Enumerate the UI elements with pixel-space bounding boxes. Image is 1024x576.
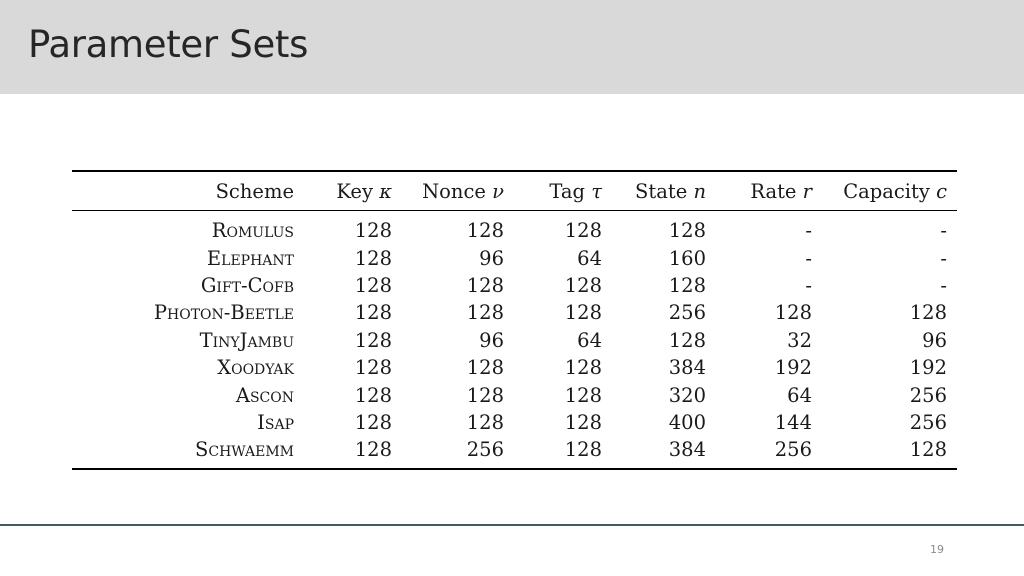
cell-capacity-value: 256 [909,383,947,407]
header-key-label: Key [336,179,380,203]
cell-key-value: 128 [354,246,392,270]
cell-tag-value: 128 [564,301,602,325]
header-rate-symbol: r [802,179,812,203]
cell-nonce-value: 256 [466,438,504,462]
cell-key [294,409,392,436]
cell-rate-value: 144 [774,410,812,434]
cell-key-value: 128 [354,219,392,243]
cell-capacity-value: 128 [909,301,947,325]
cell-state [602,436,706,468]
cell-tag [504,381,602,408]
cell-capacity-value: 192 [909,356,947,380]
cell-nonce-value: 96 [479,246,504,270]
table-row [72,272,957,299]
cell-tag [504,354,602,381]
cell-scheme [72,244,294,271]
cell-key [294,354,392,381]
header-rate [706,171,812,211]
cell-key [294,272,392,299]
footer-divider [0,524,1024,526]
header-capacity-label: Capacity [843,179,937,203]
header-scheme-label: Scheme [215,179,294,203]
header-state-symbol: n [693,179,706,203]
cell-state [602,381,706,408]
header-state [602,171,706,211]
cell-key-value: 128 [354,410,392,434]
cell-scheme-value: Gift-Cofb [200,273,294,297]
cell-tag-value: 128 [564,356,602,380]
table-header-row [72,171,957,211]
cell-capacity [812,211,957,245]
cell-scheme [72,436,294,468]
table-body [72,211,957,469]
cell-state-value: 128 [668,273,706,297]
cell-capacity-value: - [940,246,947,270]
cell-capacity-value: - [940,273,947,297]
cell-nonce-value: 128 [466,301,504,325]
cell-state [602,211,706,245]
cell-key [294,244,392,271]
cell-rate-value: 128 [774,301,812,325]
cell-capacity [812,244,957,271]
cell-rate [706,409,812,436]
table-row [72,327,957,354]
header-capacity-symbol: c [936,179,947,203]
cell-nonce-value: 128 [466,410,504,434]
cell-state-value: 160 [668,246,706,270]
cell-rate-value: - [805,246,812,270]
cell-nonce [392,327,504,354]
cell-nonce-value: 96 [479,328,504,352]
cell-nonce [392,354,504,381]
cell-key-value: 128 [354,383,392,407]
table-row [72,211,957,245]
cell-tag [504,327,602,354]
header-tag-label: Tag [549,179,592,203]
cell-state [602,409,706,436]
header-capacity [812,171,957,211]
cell-nonce-value: 128 [466,356,504,380]
cell-tag-value: 128 [564,383,602,407]
cell-rate [706,272,812,299]
cell-capacity-value: 128 [909,438,947,462]
parameter-table-container [72,170,957,470]
cell-state-value: 256 [668,301,706,325]
header-nonce-symbol: ν [492,179,504,203]
table-row [72,244,957,271]
cell-tag-value: 64 [577,328,602,352]
header-state-label: State [635,179,694,203]
header-scheme [72,171,294,211]
cell-rate [706,244,812,271]
cell-key [294,381,392,408]
cell-scheme-value: Xoodyak [217,356,294,380]
title-bar [0,0,1024,94]
cell-tag [504,272,602,299]
cell-nonce [392,409,504,436]
cell-capacity [812,436,957,468]
cell-tag-value: 128 [564,410,602,434]
cell-key [294,327,392,354]
cell-capacity-value: - [940,219,947,243]
cell-scheme-value: Ascon [235,383,294,407]
cell-nonce [392,272,504,299]
cell-scheme [72,299,294,326]
cell-key [294,211,392,245]
cell-capacity [812,409,957,436]
cell-state-value: 128 [668,328,706,352]
header-rate-label: Rate [750,179,803,203]
cell-key-value: 128 [354,356,392,380]
cell-rate-value: 192 [774,356,812,380]
header-tag [504,171,602,211]
cell-tag [504,409,602,436]
cell-state-value: 400 [668,410,706,434]
cell-tag-value: 128 [564,438,602,462]
cell-key [294,299,392,326]
cell-rate-value: 32 [787,328,812,352]
cell-nonce [392,436,504,468]
cell-capacity [812,354,957,381]
header-nonce [392,171,504,211]
slide-title: Parameter Sets [28,23,309,66]
cell-capacity-value: 256 [909,410,947,434]
cell-scheme [72,327,294,354]
cell-rate-value: 256 [774,438,812,462]
cell-tag-value: 128 [564,219,602,243]
cell-capacity [812,381,957,408]
cell-rate [706,381,812,408]
cell-state [602,244,706,271]
cell-scheme-value: TinyJambu [199,328,294,352]
cell-key-value: 128 [354,301,392,325]
header-key [294,171,392,211]
cell-state [602,354,706,381]
cell-scheme-value: Isap [257,410,294,434]
cell-scheme-value: Elephant [206,246,294,270]
cell-nonce [392,299,504,326]
table-row [72,409,957,436]
header-key-symbol: κ [379,179,392,203]
cell-tag [504,244,602,271]
cell-rate-value: - [805,273,812,297]
cell-tag-value: 64 [577,246,602,270]
cell-rate [706,354,812,381]
cell-scheme [72,354,294,381]
cell-scheme [72,211,294,245]
cell-rate [706,211,812,245]
cell-key-value: 128 [354,273,392,297]
cell-key [294,436,392,468]
cell-scheme-value: Romulus [211,219,294,243]
cell-capacity [812,272,957,299]
cell-rate-value: 64 [787,383,812,407]
table-row [72,354,957,381]
parameter-table [72,170,957,470]
table-row [72,381,957,408]
cell-tag [504,299,602,326]
cell-state-value: 320 [668,383,706,407]
header-nonce-label: Nonce [422,179,493,203]
cell-capacity [812,327,957,354]
cell-state-value: 384 [668,438,706,462]
cell-nonce-value: 128 [466,219,504,243]
cell-scheme-value: Schwaemm [195,438,294,462]
cell-scheme [72,409,294,436]
cell-nonce-value: 128 [466,273,504,297]
cell-rate [706,436,812,468]
cell-tag [504,211,602,245]
table-row [72,436,957,468]
cell-key-value: 128 [354,438,392,462]
cell-tag [504,436,602,468]
cell-key-value: 128 [354,328,392,352]
cell-nonce [392,244,504,271]
cell-state [602,327,706,354]
cell-rate [706,327,812,354]
cell-nonce-value: 128 [466,383,504,407]
cell-scheme [72,272,294,299]
cell-state-value: 128 [668,219,706,243]
cell-capacity-value: 96 [922,328,947,352]
page-number: 19 [930,543,944,556]
cell-capacity [812,299,957,326]
cell-state [602,272,706,299]
header-tag-symbol: τ [591,179,602,203]
cell-state-value: 384 [668,356,706,380]
cell-nonce [392,381,504,408]
cell-scheme-value: Photon-Beetle [153,301,294,325]
cell-rate [706,299,812,326]
table-row [72,299,957,326]
cell-state [602,299,706,326]
cell-scheme [72,381,294,408]
cell-rate-value: - [805,219,812,243]
cell-tag-value: 128 [564,273,602,297]
cell-nonce [392,211,504,245]
